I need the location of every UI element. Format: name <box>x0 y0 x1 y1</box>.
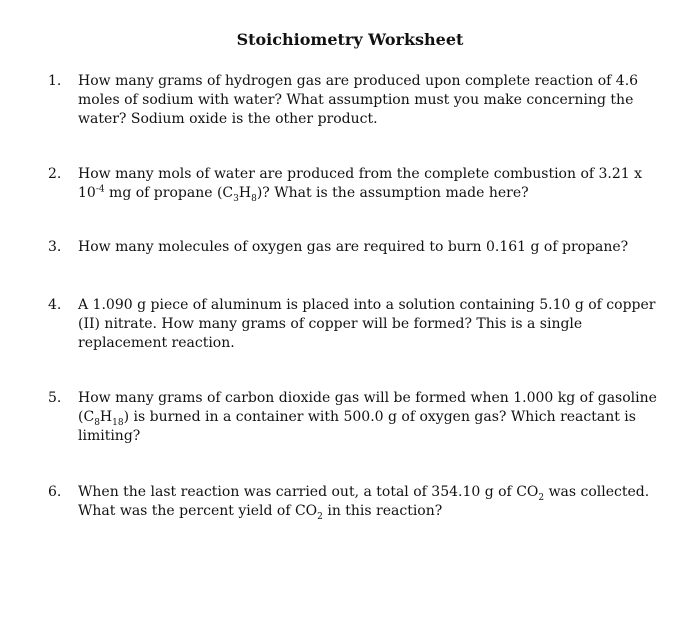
question-6 <box>48 483 658 521</box>
question-text: How many molecules of oxygen gas are required to burn 0.161 g of propane? <box>78 239 629 255</box>
question-number: 3. <box>48 239 62 255</box>
question-text: A 1.090 g piece of aluminum is placed into a solution containing 5.10 g of copper (II) nitrate. How many grams of copper will be formed? This is a single replacement reaction. <box>78 297 656 351</box>
question-number: 6. <box>48 484 62 500</box>
subscript: 8 <box>94 417 100 428</box>
question-2 <box>48 165 658 203</box>
question-text: How many mols of water are produced from the complete combustion of 3.21 x $10^{-4}$ mg of propane $(C_3H_8)$? What is the assumption made here? <box>78 166 643 204</box>
question-text: When the last reaction was carried out, a total of 354.10 g of $CO_2$ was collected. What was the percent yield of $CO_2$ in this reaction? <box>78 484 650 522</box>
question-number: 1. <box>48 73 62 89</box>
question-5 <box>48 389 658 446</box>
page-title: Stoichiometry Worksheet <box>236 30 464 49</box>
question-3 <box>48 238 658 257</box>
question-4 <box>48 296 658 353</box>
question-text: How many grams of carbon dioxide gas will be formed when 1.000 kg of gasoline $(C_8H_{18})$ is burned in a container with 500.0 g of oxygen gas? Which reactant is limiting? <box>78 390 657 444</box>
question-number: 2. <box>48 166 62 182</box>
question-text: How many grams of hydrogen gas are produced upon complete reaction of 4.6 moles of sodium with water? What assumption must you make concerning the water? Sodium oxide is the other product. <box>78 73 639 127</box>
exponent: -4 <box>95 184 105 195</box>
question-1 <box>48 72 658 129</box>
subscript: 3 <box>233 193 239 204</box>
subscript: 18 <box>112 417 124 428</box>
question-number: 5. <box>48 390 62 406</box>
subscript: 2 <box>538 492 545 503</box>
subscript: 8 <box>251 193 257 204</box>
question-number: 4. <box>48 297 62 313</box>
subscript: 2 <box>317 511 323 522</box>
